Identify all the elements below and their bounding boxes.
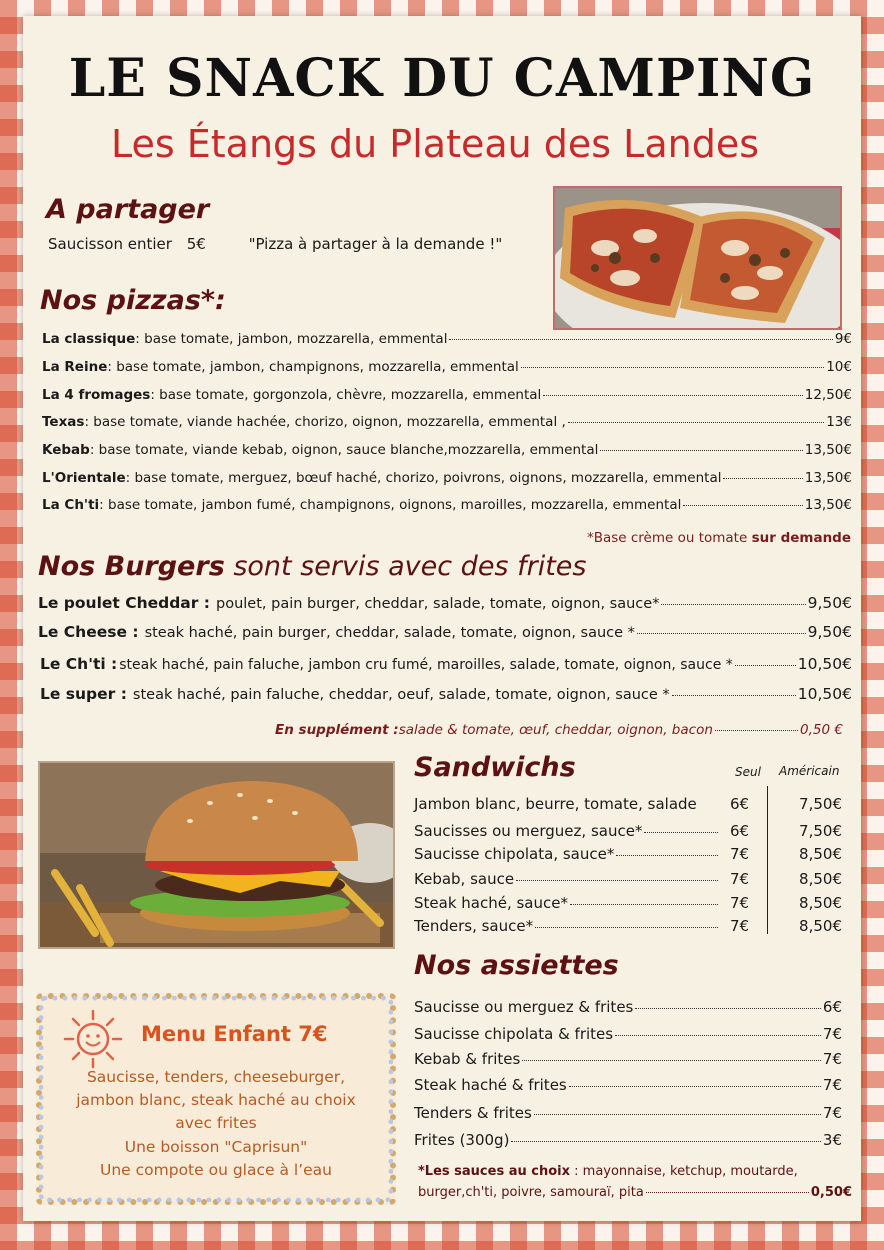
assiette-price: 6€ [822, 998, 842, 1016]
sandwich-label [414, 822, 720, 840]
pizza-desc: : base tomate, jambon, mozzarella, emmental [135, 331, 448, 347]
burger-desc: poulet, pain burger, cheddar, salade, tomate, oignon, sauce* [216, 596, 660, 612]
pizza-name: La classique [42, 331, 136, 347]
pizza-note-bold: sur demande [751, 530, 851, 546]
sandwich-row [414, 870, 844, 892]
a-partager-item [48, 235, 502, 253]
burger-supplement [275, 722, 843, 738]
sauces-label: *Les sauces au choix [418, 1164, 571, 1179]
burger-desc: steak haché, pain faluche, jambon cru fumé, maroilles, salade, tomate, oignon, sauce * [119, 657, 733, 673]
sandwich-name: Tenders, sauce* [414, 917, 534, 935]
section-title-burgers [38, 551, 586, 582]
assiette-name: Frites (300g) [414, 1131, 510, 1149]
dot-leader [534, 1114, 821, 1115]
pizza-price: 13,50€ [804, 470, 852, 486]
menu-enfant-line: jambon blanc, steak haché au choix [76, 1091, 356, 1109]
assiette-row [414, 1025, 842, 1047]
dot-leader [522, 1060, 821, 1061]
section-title-pizzas: Nos pizzas*: [40, 285, 226, 316]
burger-row [38, 594, 852, 616]
assiette-row [414, 1050, 842, 1072]
burger-price: 9,50€ [807, 594, 852, 612]
sandwich-name: Steak haché, sauce* [414, 894, 568, 912]
pizza-name: La Ch'ti [42, 497, 100, 513]
a-partager-item-price: 5€ [186, 235, 206, 253]
sandwich-price-seul: 7€ [730, 894, 750, 912]
supplement-label: En supplément : [275, 722, 399, 738]
dot-leader [535, 927, 718, 928]
sandwich-row [414, 795, 844, 817]
assiette-name: Saucisse chipolata & frites [414, 1025, 614, 1043]
sandwich-label [414, 845, 720, 863]
sauces-text-2: burger,ch'ti, poivre, samouraï, pita [418, 1185, 644, 1200]
burger-row [40, 685, 852, 707]
assiette-name: Steak haché & frites [414, 1076, 567, 1094]
pizza-row [42, 442, 852, 462]
dot-leader [672, 695, 796, 696]
col-header-americain: Américain [779, 764, 840, 778]
sandwich-row [414, 917, 844, 939]
menu-enfant-line: Une compote ou glace à l’eau [100, 1161, 332, 1179]
sandwich-price-americain: 8,50€ [799, 917, 842, 935]
pizza-price: 9€ [834, 331, 852, 347]
assiette-name: Kebab & frites [414, 1050, 521, 1068]
sandwich-price-americain: 7,50€ [799, 795, 842, 813]
assiette-price: 7€ [822, 1076, 842, 1094]
pizza-row [42, 387, 852, 407]
dot-leader [600, 450, 802, 451]
dot-leader [511, 1141, 820, 1142]
pizza-desc: : base tomate, jambon, champignons, mozzarella, emmental [107, 359, 519, 375]
section-title-sandwichs: Sandwichs [414, 752, 576, 783]
assiette-price: 7€ [822, 1025, 842, 1043]
assiette-row [414, 1131, 842, 1153]
sandwich-price-seul: 6€ [730, 795, 750, 813]
pizza-desc: : base tomate, viande kebab, oignon, sauce blanche,mozzarella, emmental [89, 442, 599, 458]
sandwich-name: Saucisses ou merguez, sauce* [414, 822, 643, 840]
sandwich-price-seul: 6€ [730, 822, 750, 840]
a-partager-item-name: Saucisson entier [48, 235, 172, 253]
col-header-seul: Seul [735, 765, 761, 779]
pizza-price: 10€ [826, 359, 852, 375]
sandwich-name: Jambon blanc, beurre, tomate, salade [414, 795, 697, 813]
sandwich-price-seul: 7€ [730, 845, 750, 863]
dot-leader [723, 478, 802, 479]
sandwich-price-americain: 8,50€ [799, 845, 842, 863]
burger-name: Le poulet Cheddar : [38, 594, 211, 612]
a-partager-note: "Pizza à partager à la demande !" [248, 235, 503, 253]
pizza-price: 12,50€ [804, 387, 852, 403]
assiette-price: 7€ [822, 1104, 842, 1122]
dot-leader [543, 395, 802, 396]
assiette-row [414, 1076, 842, 1098]
burger-price: 9,50€ [807, 623, 852, 641]
pizza-row [42, 331, 852, 351]
sandwich-price-americain: 7,50€ [799, 822, 842, 840]
burgers-title-suffix: sont servis avec des frites [224, 551, 587, 582]
pizza-row [42, 497, 852, 517]
sauces-text-1: : mayonnaise, ketchup, moutarde, [570, 1164, 798, 1179]
sandwich-price-americain: 8,50€ [799, 894, 842, 912]
sandwich-name: Kebab, sauce [414, 870, 515, 888]
pizza-photo [553, 186, 842, 330]
dot-leader [615, 1035, 821, 1036]
dot-leader [635, 1008, 821, 1009]
dot-leader [715, 730, 798, 731]
burger-price: 10,50€ [797, 655, 852, 673]
pizza-name: Kebab [42, 442, 90, 458]
pizza-price: 13€ [826, 414, 852, 430]
section-title-a-partager: A partager [46, 194, 210, 225]
dot-leader [449, 339, 832, 340]
dot-leader [661, 604, 805, 605]
dot-leader [637, 633, 806, 634]
sandwich-name: Saucisse chipolata, sauce* [414, 845, 615, 863]
burger-desc: steak haché, pain burger, cheddar, salade, tomate, oignon, sauce * [144, 625, 635, 641]
menu-enfant-line: Saucisse, tenders, cheeseburger, [86, 1068, 346, 1086]
pizza-desc: : base tomate, jambon fumé, champignons, oignons, maroilles, mozzarella, emmental [99, 497, 682, 513]
pizza-note-prefix: *Base crème ou tomate [586, 530, 752, 546]
pizza-desc: : base tomate, viande hachée, chorizo, oignon, mozzarella, emmental , [84, 414, 566, 430]
dot-leader [616, 855, 718, 856]
pizza-desc: : base tomate, merguez, bœuf haché, chorizo, poivrons, oignons, mozzarella, emmental [125, 470, 722, 486]
sauces-line-2 [418, 1185, 852, 1200]
dot-leader [644, 832, 718, 833]
dot-leader [570, 904, 718, 905]
pizza-price: 13,50€ [804, 442, 852, 458]
dot-leader [521, 367, 824, 368]
pizza-row [42, 414, 852, 434]
page-subtitle: Les Étangs du Plateau des Landes [110, 122, 760, 166]
sun-icon [62, 1008, 124, 1070]
pizza-row [42, 359, 852, 379]
burger-row [40, 655, 852, 677]
menu-enfant-line: Une boisson "Caprisun" [124, 1138, 308, 1156]
sandwich-label [414, 894, 720, 912]
sandwich-label [414, 870, 720, 888]
burger-desc: steak haché, pain faluche, cheddar, oeuf, salade, tomate, oignon, sauce * [132, 687, 670, 703]
pizza-desc: : base tomate, gorgonzola, chèvre, mozzarella, emmental [150, 387, 542, 403]
burger-name: Le Ch'ti : [40, 655, 118, 673]
sandwich-row [414, 822, 844, 844]
menu-enfant-line: avec frites [175, 1114, 257, 1132]
assiette-row [414, 1104, 842, 1126]
sandwich-price-seul: 7€ [730, 917, 750, 935]
dot-leader [516, 880, 718, 881]
burgers-title: Nos Burgers [38, 551, 225, 582]
sandwich-label [414, 917, 720, 935]
pizza-name: La Reine [42, 359, 108, 375]
pizza-row [42, 470, 852, 490]
assiette-name: Tenders & frites [414, 1104, 532, 1122]
section-title-assiettes: Nos assiettes [414, 950, 619, 981]
dot-leader [646, 1192, 809, 1193]
pizza-price: 13,50€ [804, 497, 852, 513]
sandwich-price-seul: 7€ [730, 870, 750, 888]
pizza-image [555, 188, 842, 330]
pizza-name: La 4 fromages [42, 387, 151, 403]
page-title: LE SNACK DU CAMPING [68, 48, 816, 109]
supplement-price: 0,50 € [800, 722, 843, 738]
pizza-name: Texas [42, 414, 85, 430]
burger-name: Le super : [40, 685, 127, 703]
supplement-text: salade & tomate, œuf, cheddar, oignon, bacon [398, 722, 713, 738]
sandwich-row [414, 894, 844, 916]
assiette-row [414, 998, 842, 1020]
burger-row [38, 623, 852, 645]
dot-leader [735, 665, 796, 666]
assiette-price: 3€ [822, 1131, 842, 1149]
dot-leader [683, 505, 802, 506]
pizza-base-note [587, 530, 851, 546]
burger-image [40, 763, 395, 949]
dot-leader [569, 1086, 821, 1087]
pizza-name: L'Orientale [42, 470, 126, 486]
sauces-price: 0,50€ [810, 1185, 852, 1200]
dot-leader [568, 422, 824, 423]
sandwich-row [414, 845, 844, 867]
assiette-name: Saucisse ou merguez & frites [414, 998, 634, 1016]
sandwich-price-americain: 8,50€ [799, 870, 842, 888]
burger-price: 10,50€ [797, 685, 852, 703]
burger-photo [38, 761, 395, 949]
sauces-line-1 [418, 1164, 798, 1179]
assiette-price: 7€ [822, 1050, 842, 1068]
burger-name: Le Cheese : [38, 623, 139, 641]
sandwich-label [414, 795, 720, 813]
menu-enfant-title: Menu Enfant 7€ [141, 1022, 328, 1046]
